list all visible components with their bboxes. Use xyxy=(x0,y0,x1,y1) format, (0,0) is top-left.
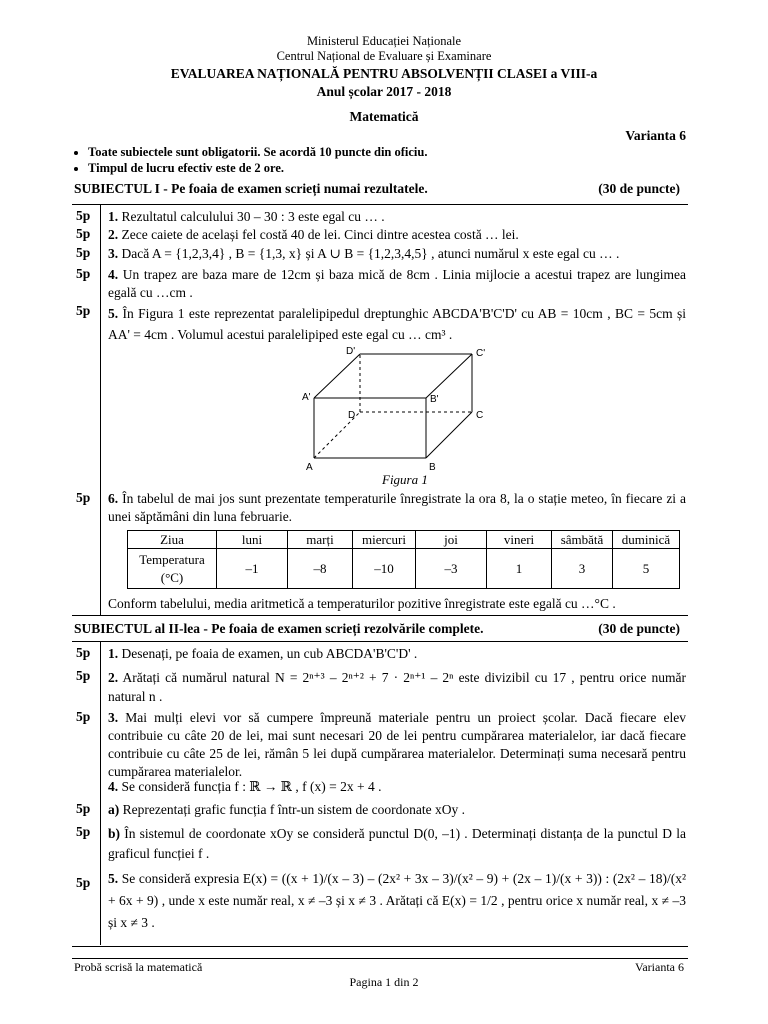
subject-title: Matematică xyxy=(349,109,419,124)
question-text: Dacă A = {1,2,3,4} , B = {1,3, x} și A ∪ B = {1,2,3,4,5} , atunci numărul x este egal cu … . xyxy=(121,246,620,261)
section2-title: SUBIECTUL al II-lea - Pe foaia de examen scrieți rezolvările complete. xyxy=(74,621,484,636)
item-points: 5p xyxy=(76,801,91,816)
points-column-rule xyxy=(100,642,101,945)
item-points: 5p xyxy=(76,645,91,660)
vertex-label: B xyxy=(429,462,436,473)
footer-rule xyxy=(72,958,688,959)
item-points: 5p xyxy=(76,226,91,241)
figure-1-parallelepiped xyxy=(296,340,496,490)
question-number: 4. xyxy=(108,267,119,282)
table-cell: –3 xyxy=(416,549,487,589)
table-conclusion: Conform tabelului, media aritmetică a temperaturilor pozitive înregistrate este egală cu …°C . xyxy=(108,596,616,611)
vertex-label: B' xyxy=(430,394,439,405)
vertex-label: D xyxy=(348,410,356,421)
school-year: Anul școlar 2017 - 2018 xyxy=(316,84,452,99)
item-points: 5p xyxy=(76,875,91,890)
table-header-cell: duminică xyxy=(613,531,680,549)
item-points: 5p xyxy=(76,208,91,223)
center-name: Centrul Național de Evaluare și Examinare xyxy=(276,49,492,63)
question-text: Se consideră funcția f : ℝ → ℝ , f (x) = 2x + 4 . xyxy=(121,779,382,794)
s2-question-4b xyxy=(108,824,686,864)
question-text: Zece caiete de același fel costă 40 de lei. Cinci dintre acestea costă … lei. xyxy=(121,227,519,242)
question-text: Reprezentați grafic funcția f într-un sistem de coordonate xOy . xyxy=(122,802,465,817)
page-number: Pagina 1 din 2 xyxy=(349,975,419,989)
temperature-table xyxy=(127,530,680,589)
table-cell: 1 xyxy=(487,549,552,589)
footer-right: Varianta 6 xyxy=(635,960,684,974)
question-number: 2. xyxy=(108,227,119,242)
exam-title: EVALUAREA NAȚIONALĂ PENTRU ABSOLVENȚII CLASEI a VIII-a xyxy=(170,66,598,81)
question-number: 1. xyxy=(108,209,119,224)
question-text: Se consideră expresia E(x) = ((x + 1)/(x – 3) – (2x² + 3x – 3)/(x² – 9) + (2x – 1)/(x + 3)) : (2x² – 18)/(x² + 6x + 9) , unde x este număr real, x ≠ –3 și x ≠ 3 . Arătați că E(x) = 1/2 , pentru orice x număr real, x ≠ –3 și x ≠ 3 . xyxy=(108,871,686,930)
question-number: 5. xyxy=(108,306,119,321)
section2-points: (30 de puncte) xyxy=(598,621,680,636)
s2-question-3 xyxy=(108,709,686,781)
section1-points: (30 de puncte) xyxy=(598,181,680,196)
s1-question-3 xyxy=(108,245,686,263)
vertex-label: A' xyxy=(302,392,311,403)
item-points: 5p xyxy=(76,824,91,839)
rules-list xyxy=(70,144,427,176)
question-text: Un trapez are baza mare de 12cm și baza mică de 8cm . Linia mijlocie a acestui trapez are lungimea egală cu …cm . xyxy=(108,267,687,300)
s1-question-1 xyxy=(108,208,686,226)
table-header-cell: luni xyxy=(217,531,288,549)
divider xyxy=(72,641,688,642)
question-text: Desenați, pe foaia de examen, un cub ABCDA'B'C'D' . xyxy=(121,646,418,661)
table-cell: 3 xyxy=(552,549,613,589)
question-number: 2. xyxy=(108,670,119,685)
question-number: 6. xyxy=(108,491,119,506)
vertex-label: C xyxy=(476,410,484,421)
table-header-cell: joi xyxy=(416,531,487,549)
question-number: 1. xyxy=(108,646,119,661)
s1-question-5 xyxy=(108,303,686,345)
question-text: În Figura 1 este reprezentat paralelipipedul dreptunghic ABCDA'B'C'D' cu AB = 10cm , BC = 5cm și AA' = 4cm . Volumul acestui paralelipiped este egal cu … cm³ . xyxy=(108,306,686,342)
question-number: a) xyxy=(108,802,120,817)
item-points: 5p xyxy=(76,668,91,683)
rule-item: • Timpul de lucru efectiv este de 2 ore. xyxy=(88,160,427,176)
s1-question-2 xyxy=(108,226,686,244)
ministry-name: Ministerul Educației Naționale xyxy=(306,34,462,48)
table-cell: 5 xyxy=(613,549,680,589)
question-text: Mai mulți elevi vor să cumpere împreună materiale pentru un proiect școlar. Dacă fiecare elev contribuie cu câte 20 de lei, mai sunt necesari 20 de lei pentru cumpărarea materialelor, iar dacă fiecare contribuie cu câte 25 de lei, rămân 5 lei după cumpărarea materialelor. Determinați suma necesară pentru cumpărarea materialelor. xyxy=(108,710,687,779)
footer-left: Probă scrisă la matematică xyxy=(74,960,203,974)
table-row-label: Temperatura (°C) xyxy=(128,549,217,589)
s2-question-4a xyxy=(108,801,686,819)
question-number: 5. xyxy=(108,871,119,886)
s2-question-4 xyxy=(108,778,686,796)
divider xyxy=(72,946,688,947)
s2-question-2 xyxy=(108,668,686,706)
item-points: 5p xyxy=(76,245,91,260)
table-cell: –8 xyxy=(288,549,353,589)
s2-question-1 xyxy=(108,645,686,663)
table-header-cell: sâmbătă xyxy=(552,531,613,549)
question-number: 3. xyxy=(108,246,119,261)
s1-question-6 xyxy=(108,490,686,526)
question-number: 4. xyxy=(108,779,119,794)
table-cell: –1 xyxy=(217,549,288,589)
question-text: În tabelul de mai jos sunt prezentate temperaturile înregistrate la ora 8, la o stație meteo, în fiecare zi a unei săptămâni din luna februarie. xyxy=(108,491,687,524)
variant-label: Varianta 6 xyxy=(625,128,686,143)
item-points: 5p xyxy=(76,490,91,505)
item-points: 5p xyxy=(76,709,91,724)
table-cell: –10 xyxy=(353,549,416,589)
divider xyxy=(72,615,688,616)
vertex-label: A xyxy=(306,462,313,473)
question-text: În sistemul de coordonate xOy se consideră punctul D(0, –1) . Determinați distanța de la punctul D la graficul funcției f . xyxy=(108,826,686,861)
s2-question-5 xyxy=(108,868,686,934)
item-points: 5p xyxy=(76,266,91,281)
divider xyxy=(72,204,688,205)
question-text: Rezultatul calculului 30 – 30 : 3 este egal cu … . xyxy=(121,209,385,224)
table-header-cell: vineri xyxy=(487,531,552,549)
question-number: b) xyxy=(108,826,121,841)
vertex-label: C' xyxy=(476,348,486,359)
table-header-cell: Ziua xyxy=(128,531,217,549)
question-number: 3. xyxy=(108,710,119,725)
table-header-cell: miercuri xyxy=(353,531,416,549)
s1-question-4 xyxy=(108,266,686,302)
figure-caption: Figura 1 xyxy=(382,472,428,487)
vertex-label: D' xyxy=(346,346,356,357)
section1-title: SUBIECTUL I - Pe foaia de examen scrieți numai rezultatele. xyxy=(74,181,428,196)
rule-item: • Toate subiectele sunt obligatorii. Se acordă 10 puncte din oficiu. xyxy=(88,144,427,160)
table-header-cell: marți xyxy=(288,531,353,549)
item-points: 5p xyxy=(76,303,91,318)
question-text: Arătați că numărul natural N = 2ⁿ⁺³ – 2ⁿ⁺² + 7 · 2ⁿ⁺¹ – 2ⁿ este divizibil cu 17 , pentru orice număr natural n . xyxy=(108,670,686,704)
